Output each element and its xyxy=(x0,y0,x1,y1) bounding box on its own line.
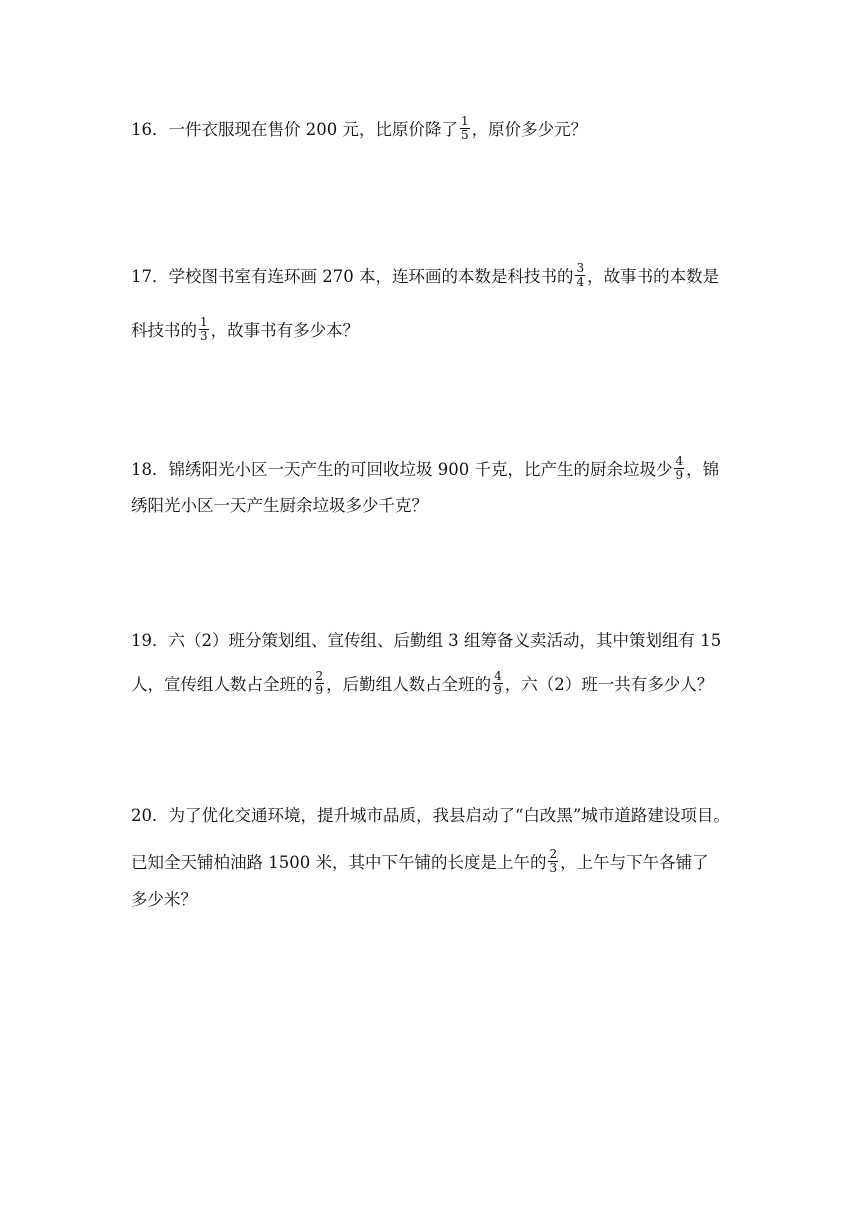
question-19-text-1: 19．六（2）班分策划组、宣传组、后勤组 3 组筹备义卖活动，其中策划组有 15 xyxy=(131,631,722,650)
question-19-text-3: ，后勤组人数占全班的 xyxy=(326,675,492,694)
fraction-numerator: 2 xyxy=(315,669,324,683)
question-17-text-4: ，故事书有多少本？ xyxy=(210,321,360,340)
question-19-text-4: ，六（2）班一共有多少人？ xyxy=(504,675,714,694)
question-19-line-1 xyxy=(131,631,721,651)
question-20-line-3 xyxy=(131,890,197,910)
question-20-text-3: ，上午与下午各铺了 xyxy=(560,853,709,872)
fraction-denominator: 9 xyxy=(494,683,502,697)
fraction-denominator: 9 xyxy=(315,683,324,697)
question-20-line-2 xyxy=(131,847,709,877)
fraction-numerator: 4 xyxy=(494,669,502,683)
question-17-text-2: ，故事书的本数是 xyxy=(587,267,720,286)
fraction-denominator: 3 xyxy=(549,861,558,875)
question-19-text-2: 人，宣传组人数占全班的 xyxy=(131,675,313,694)
fraction xyxy=(460,115,470,142)
question-20-text-2: 已知全天铺柏油路 1500 米，其中下午铺的长度是上午的 xyxy=(131,853,547,872)
question-18-text-3: 绣阳光小区一天产生厨余垃圾多少千克？ xyxy=(131,496,428,515)
fraction-numerator: 1 xyxy=(200,315,208,329)
question-17-text-1: 17．学校图书室有连环画 270 本，连环画的本数是科技书的 xyxy=(131,267,574,286)
fraction-denominator: 5 xyxy=(460,128,469,142)
question-18-line-2 xyxy=(131,496,428,516)
fraction-numerator: 1 xyxy=(460,114,469,128)
fraction xyxy=(575,262,585,289)
question-17-line-1 xyxy=(131,261,720,291)
fraction xyxy=(199,316,209,343)
question-19-line-2 xyxy=(131,669,714,699)
question-20-text-4: 多少米？ xyxy=(131,890,197,909)
question-18-text-2: ，锦 xyxy=(686,460,720,479)
fraction-denominator: 4 xyxy=(576,275,585,289)
fraction-numerator: 3 xyxy=(576,261,585,275)
question-18-line-1 xyxy=(131,454,720,484)
question-16-text-1: 16．一件衣服现在售价 200 元，比原价降了 xyxy=(131,120,458,139)
fraction xyxy=(548,848,558,875)
question-16-line-1 xyxy=(131,114,588,144)
question-16-text-2: ，原价多少元？ xyxy=(471,120,588,139)
fraction-denominator: 9 xyxy=(675,468,684,482)
question-18-text-1: 18．锦绣阳光小区一天产生的可回收垃圾 900 千克，比产生的厨余垃圾少 xyxy=(131,460,673,479)
fraction xyxy=(315,670,325,697)
fraction xyxy=(674,455,684,482)
question-17-line-2 xyxy=(131,315,360,345)
question-17-text-3: 科技书的 xyxy=(131,321,197,340)
fraction xyxy=(493,670,503,697)
fraction-numerator: 4 xyxy=(675,454,684,468)
fraction-numerator: 2 xyxy=(549,847,558,861)
question-20-line-1 xyxy=(131,806,730,826)
question-20-text-1: 20．为了优化交通环境，提升城市品质，我县启动了“白改黑”城市道路建设项目。 xyxy=(131,806,730,825)
fraction-denominator: 3 xyxy=(200,329,208,343)
